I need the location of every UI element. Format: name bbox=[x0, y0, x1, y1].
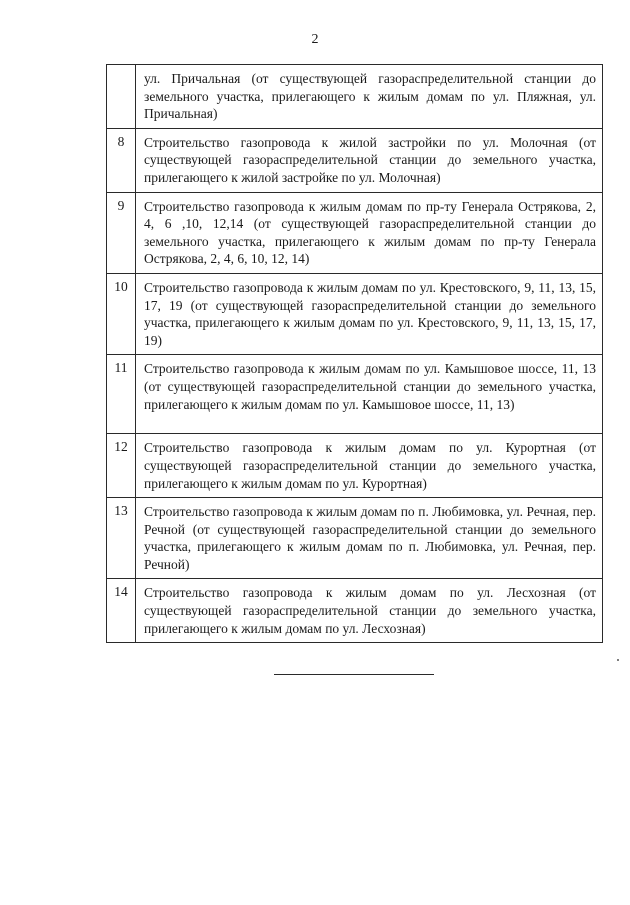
row-number: 8 bbox=[107, 128, 136, 192]
row-text bbox=[136, 498, 603, 579]
table-row bbox=[107, 273, 603, 354]
row-text bbox=[136, 579, 603, 643]
table-row bbox=[107, 355, 603, 434]
scan-speck bbox=[617, 659, 619, 661]
row-number: 12 bbox=[107, 434, 136, 498]
row-description: Строительство газопровода к жилым домам по пр-ту Генерала Острякова, 2, 4, 6 ,10, 12,14 (от существующей газораспределительной станции до земельного участка, прилегающего к жилым домам по пр-ту Генерала Острякова, 2, 4, 6, 10, 12, 14) bbox=[144, 198, 596, 267]
table-row bbox=[107, 65, 603, 129]
row-description: Строительство газопровода к жилым домам по ул. Камышовое шоссе, 11, 13 (от существующей газораспределительной станции до земельного участка, прилегающего к жилым домам по ул. Камышовое шоссе, 11, 13) bbox=[144, 361, 596, 412]
closing-rule bbox=[274, 674, 434, 675]
row-description: ул. Причальная (от существующей газораспределительной станции до земельного участка, прилегающего к жилым домам по ул. Пляжная, ул. Причальная) bbox=[144, 71, 596, 122]
page-number: 2 bbox=[311, 32, 319, 47]
row-text bbox=[136, 355, 603, 434]
table-row bbox=[107, 434, 603, 498]
row-number bbox=[107, 65, 136, 129]
row-text bbox=[136, 65, 603, 129]
projects-table bbox=[106, 64, 603, 643]
row-description: Строительство газопровода к жилым домам по ул. Курортная (от существующей газораспределительной станции до земельного участка, прилегающего к жилым домам по ул. Курортная) bbox=[144, 440, 596, 491]
row-number: 11 bbox=[107, 355, 136, 434]
row-text bbox=[136, 192, 603, 273]
row-description: Строительство газопровода к жилой застройки по ул. Молочная (от существующей газораспределительной станции до земельного участка, прилегающего к жилой застройке по ул. Молочная) bbox=[144, 134, 596, 185]
row-description: Строительство газопровода к жилым домам по ул. Лесхозная (от существующей газораспределительной станции до земельного участка, прилегающего к жилым домам по ул. Лесхозная) bbox=[144, 585, 596, 636]
row-text bbox=[136, 273, 603, 354]
table-row bbox=[107, 498, 603, 579]
row-text bbox=[136, 128, 603, 192]
row-text bbox=[136, 434, 603, 498]
row-number: 9 bbox=[107, 192, 136, 273]
table-row bbox=[107, 128, 603, 192]
row-number: 14 bbox=[107, 579, 136, 643]
row-number: 13 bbox=[107, 498, 136, 579]
row-description: Строительство газопровода к жилым домам по п. Любимовка, ул. Речная, пер. Речной (от существующей газораспределительной станции до земельного участка, прилегающего к жилым домам по п. Любимовка, ул. Речная, пер. Речной) bbox=[144, 504, 596, 572]
row-number: 10 bbox=[107, 273, 136, 354]
row-description: Строительство газопровода к жилым домам по ул. Крестовского, 9, 11, 13, 15, 17, 19 (от существующей газораспределительной станции до земельного участка, прилегающего к жилым домам по ул. Крестовского, 9, 11, 13, 15, 17, 19) bbox=[144, 279, 596, 348]
table-row bbox=[107, 192, 603, 273]
table-row bbox=[107, 579, 603, 643]
